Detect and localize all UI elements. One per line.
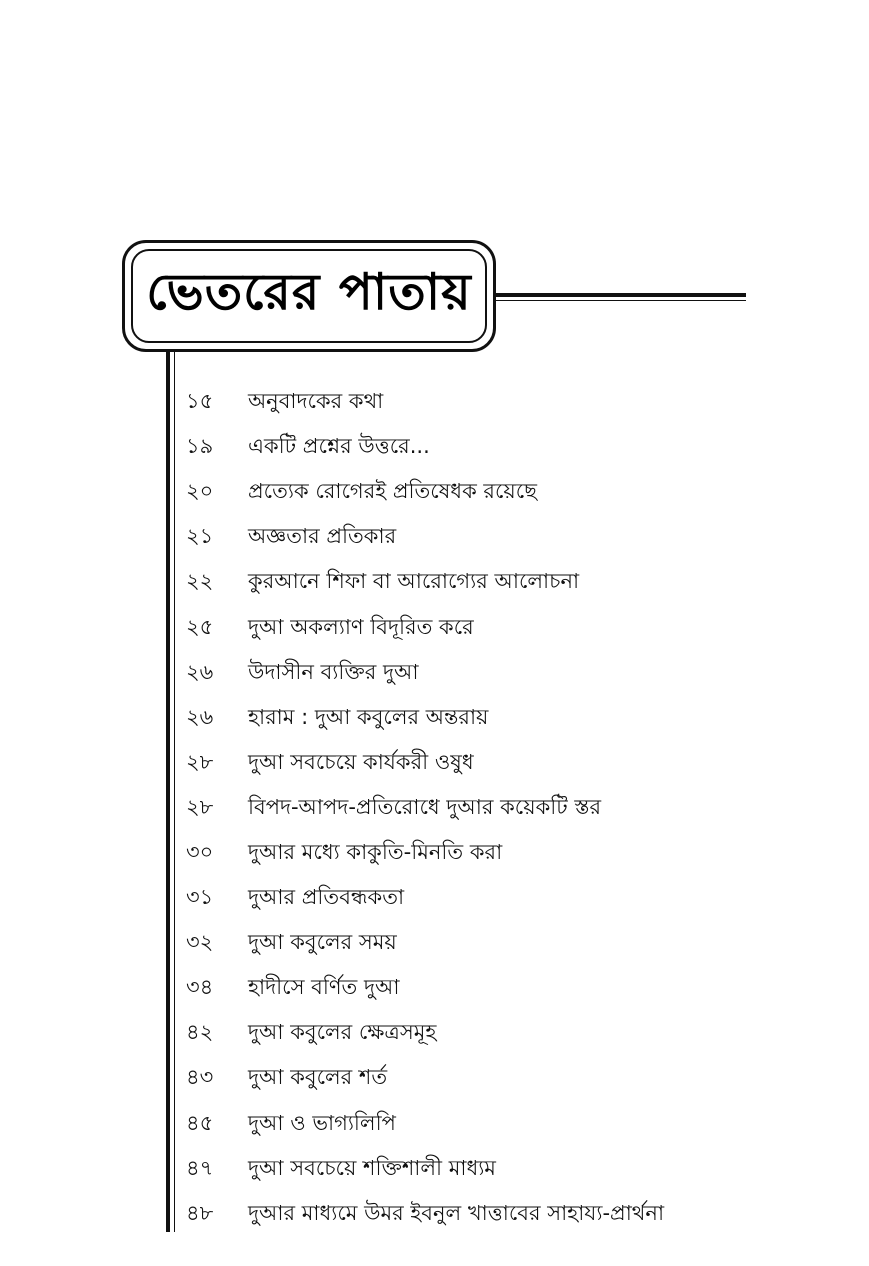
toc-page-number: ২২ — [186, 569, 214, 594]
toc-entry — [186, 651, 826, 696]
toc-entry-title: দুআ কবুলের সময় — [248, 930, 397, 955]
toc-entry — [186, 876, 826, 921]
toc-page-number: ৩২ — [186, 930, 214, 955]
toc-page-number: ২৮ — [186, 794, 214, 819]
toc-entry-title: দুআ অকল্যাণ বিদূরিত করে — [248, 614, 474, 639]
toc-entry — [186, 1011, 826, 1056]
toc-entry-title: দুআ সবচেয়ে কার্যকরী ওষুধ — [248, 749, 474, 774]
toc-page-number: ৪৭ — [186, 1155, 214, 1180]
toc-entry-title: দুআ ও ভাগ্যলিপি — [248, 1110, 396, 1135]
toc-entry-title: উদাসীন ব্যক্তির দুআ — [248, 659, 419, 684]
toc-entry — [186, 1056, 826, 1101]
heading-rule-thin — [496, 300, 746, 301]
toc-entry-title: প্রত্যেক রোগেরই প্রতিষেধক রয়েছে — [248, 479, 537, 504]
toc-page-number: ৪৫ — [186, 1110, 214, 1135]
toc-entry — [186, 560, 826, 605]
toc-entry-title: কুরআনে শিফা বা আরোগ্যের আলোচনা — [248, 569, 580, 594]
toc-entry-title: একটি প্রশ্নের উত্তরে... — [248, 434, 430, 459]
heading-rule-thick — [496, 293, 746, 297]
toc-entry — [186, 1102, 826, 1147]
heading-frame-inner — [131, 249, 487, 343]
toc-entry — [186, 741, 826, 786]
margin-rule-thin — [174, 352, 175, 1232]
toc-entry — [186, 966, 826, 1011]
toc-page-number: ৩৪ — [186, 975, 214, 1000]
toc-entry-title: অনুবাদকের কথা — [248, 389, 384, 414]
toc-entry-title: দুআ কবুলের ক্ষেত্রসমূহ — [248, 1020, 437, 1045]
toc-page-number: ৪২ — [186, 1020, 214, 1045]
toc-entry-title: হাদীসে বর্ণিত দুআ — [248, 975, 400, 1000]
toc-page-number: ২৫ — [186, 614, 214, 639]
margin-rule-thick — [166, 352, 170, 1232]
toc-entry-title: হারাম : দুআ কবুলের অন্তরায় — [248, 704, 489, 729]
toc-entry-title: অজ্ঞতার প্রতিকার — [248, 524, 397, 549]
toc-page-number: ২৬ — [186, 704, 214, 729]
toc-page-number: ২১ — [186, 524, 214, 549]
toc-entry — [186, 1147, 826, 1192]
table-of-contents — [186, 380, 826, 1237]
toc-page-number: ২৮ — [186, 749, 214, 774]
toc-entry — [186, 1192, 826, 1237]
toc-page-number: ৪৩ — [186, 1065, 214, 1090]
toc-entry — [186, 921, 826, 966]
toc-page-number: ১৯ — [186, 434, 214, 459]
toc-entry — [186, 696, 826, 741]
toc-entry — [186, 380, 826, 425]
toc-entry-title: দুআ সবচেয়ে শক্তিশালী মাধ্যম — [248, 1155, 496, 1180]
toc-entry-title: দুআর মাধ্যমে উমর ইবনুল খাত্তাবের সাহায্য-প্রার্থনা — [248, 1200, 665, 1225]
toc-entry — [186, 470, 826, 515]
toc-entry — [186, 831, 826, 876]
toc-entry — [186, 786, 826, 831]
toc-entry — [186, 425, 826, 470]
toc-page-number: ৩১ — [186, 885, 214, 910]
toc-page-number: ৪৮ — [186, 1200, 214, 1225]
toc-entry-title: বিপদ-আপদ-প্রতিরোধে দুআর কয়েকটি স্তর — [248, 794, 602, 819]
toc-entry-title: দুআর মধ্যে কাকুতি-মিনতি করা — [248, 839, 503, 864]
heading-frame — [122, 240, 496, 352]
toc-page-number: ১৫ — [186, 389, 214, 414]
page-title: ভেতরের পাতায় — [146, 262, 472, 321]
toc-entry-title: দুআর প্রতিবন্ধকতা — [248, 885, 405, 910]
toc-entry — [186, 605, 826, 650]
toc-entry — [186, 515, 826, 560]
toc-entry-title: দুআ কবুলের শর্ত — [248, 1065, 388, 1090]
toc-page-number: ২০ — [186, 479, 214, 504]
toc-page-number: ২৬ — [186, 659, 214, 684]
toc-page-number: ৩০ — [186, 839, 214, 864]
